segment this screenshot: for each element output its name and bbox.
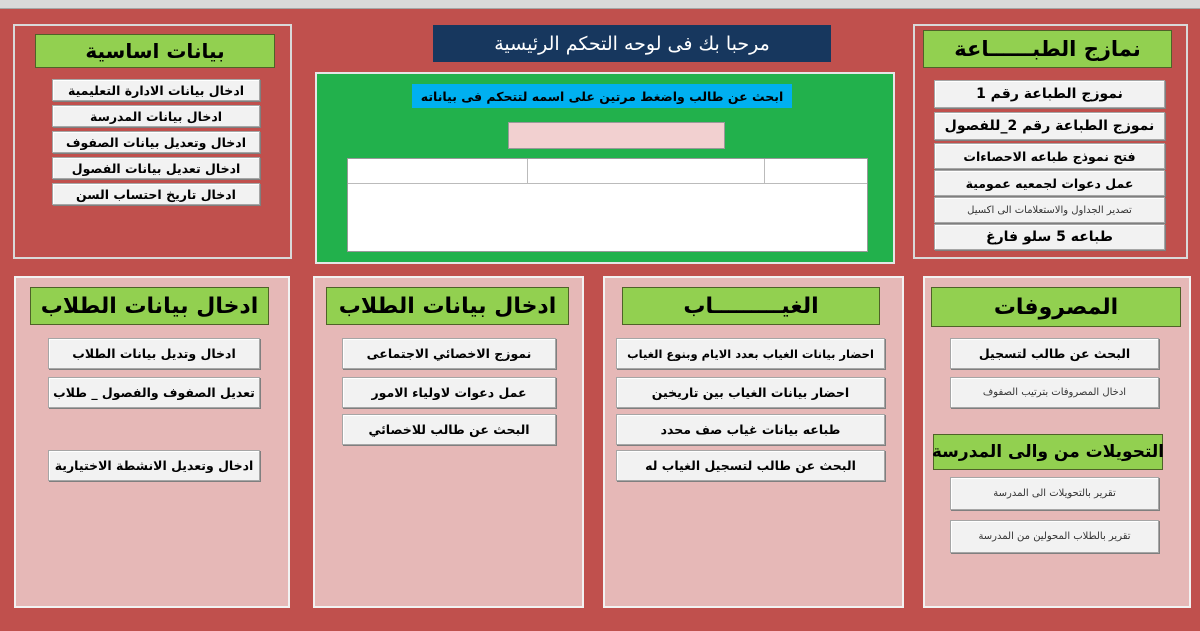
general-assembly-invites-button[interactable]: عمل دعوات لجمعيه عمومية bbox=[934, 170, 1165, 196]
expenses-title: المصروفات bbox=[931, 287, 1181, 327]
print-form-1-button[interactable]: نموزج الطباعة رقم 1 bbox=[934, 80, 1165, 108]
absence-print-grade-button[interactable]: طباعه بيانات غياب صف محدد bbox=[616, 414, 885, 445]
window-top-strip bbox=[0, 0, 1200, 9]
absence-by-days-button[interactable]: احضار بيانات الغياب بعدد الايام وبنوع الغياب bbox=[616, 338, 885, 369]
print-forms-title: نمازج الطبــــــاعة bbox=[923, 30, 1172, 68]
transfers-out-report-button[interactable]: تقرير بالطلاب المحولين من المدرسة bbox=[950, 520, 1159, 553]
social-worker-form-button[interactable]: نموزج الاخصائي الاجتماعى bbox=[342, 338, 556, 369]
school-data-button[interactable]: ادخال بيانات المدرسة bbox=[52, 105, 260, 127]
results-column-1 bbox=[348, 159, 528, 183]
results-list-header bbox=[348, 159, 867, 184]
search-results-list[interactable] bbox=[347, 158, 868, 252]
results-column-3 bbox=[764, 159, 867, 183]
parents-invites-button[interactable]: عمل دعوات لاولياء الامور bbox=[342, 377, 556, 408]
print-blank-form-button[interactable]: طباعه 5 سلو فارغ bbox=[934, 224, 1165, 250]
edu-admin-data-button[interactable]: ادخال بيانات الادارة التعليمية bbox=[52, 79, 260, 101]
social-worker-student-search-button[interactable]: البحث عن طالب للاخصائي bbox=[342, 414, 556, 445]
search-hint: ابحث عن طالب واضغط مرتين على اسمه لتتحكم فى بياناته bbox=[412, 84, 792, 108]
transfers-title: التحويلات من والى المدرسة bbox=[933, 434, 1163, 470]
expenses-student-search-button[interactable]: البحث عن طالب لتسجيل bbox=[950, 338, 1159, 369]
students-entry-title: ادخال بيانات الطلاب bbox=[30, 287, 269, 325]
transfers-in-report-button[interactable]: تقرير بالتحويلات الى المدرسة bbox=[950, 477, 1159, 510]
students-entry-panel bbox=[14, 276, 290, 608]
expenses-by-grade-button[interactable]: ادخال المصروفات بترتيب الصفوف bbox=[950, 377, 1159, 408]
activities-edit-button[interactable]: ادخال وتعديل الانشطة الاختيارية bbox=[48, 450, 260, 481]
age-date-button[interactable]: ادخال تاريخ احتساب السن bbox=[52, 183, 260, 205]
results-column-2 bbox=[527, 159, 765, 183]
absence-title: الغيـــــــــاب bbox=[622, 287, 880, 325]
social-worker-panel-title: ادخال بيانات الطلاب bbox=[326, 287, 569, 325]
stats-print-form-button[interactable]: فتح نموذج طباعه الاحصاءات bbox=[934, 143, 1165, 169]
absence-between-dates-button[interactable]: احضار بيانات الغياب بين تاريخين bbox=[616, 377, 885, 408]
print-form-2-button[interactable]: نموزج الطباعة رقم 2_للفصول bbox=[934, 112, 1165, 140]
grades-data-button[interactable]: ادخال وتعديل بيانات الصفوف bbox=[52, 131, 260, 153]
absence-student-search-button[interactable]: البحث عن طالب لتسجيل الغياب له bbox=[616, 450, 885, 481]
classes-data-button[interactable]: ادخال تعديل بيانات الفصول bbox=[52, 157, 260, 179]
student-search-input[interactable] bbox=[508, 122, 725, 149]
export-to-excel-button[interactable]: تصدير الجداول والاستعلامات الى اكسيل bbox=[934, 197, 1165, 223]
grades-classes-students-button[interactable]: تعديل الصفوف والفصول _ طلاب bbox=[48, 377, 260, 408]
welcome-title: مرحبا بك فى لوحه التحكم الرئيسية bbox=[433, 25, 831, 62]
basic-data-title: بيانات اساسية bbox=[35, 34, 275, 68]
students-data-edit-button[interactable]: ادخال وتديل بيانات الطلاب bbox=[48, 338, 260, 369]
